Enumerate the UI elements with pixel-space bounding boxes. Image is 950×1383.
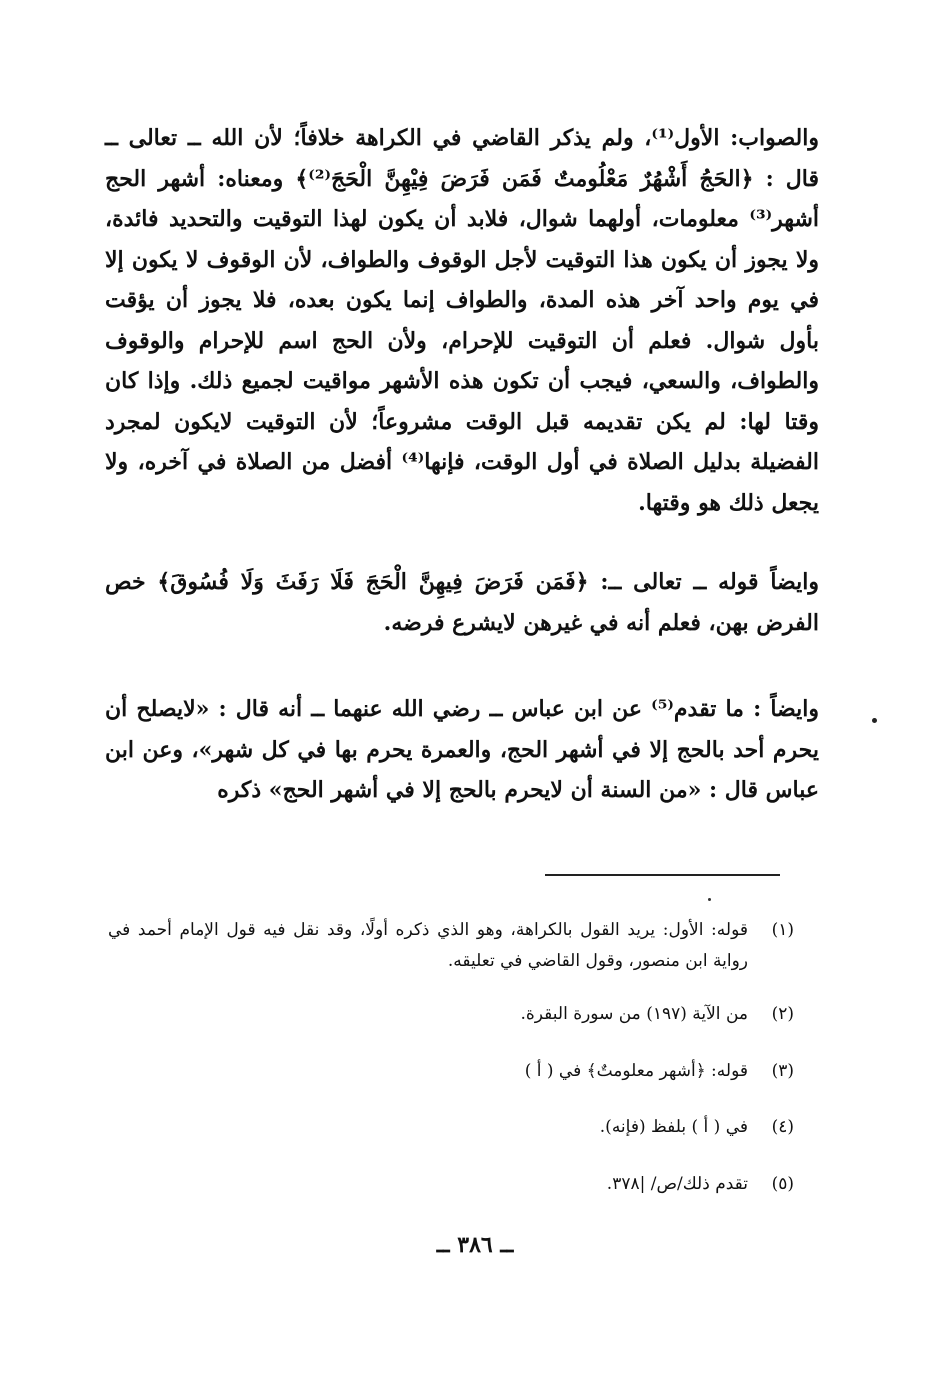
- footnotes-section: [108, 915, 794, 1200]
- main-text-block-3: [105, 689, 819, 811]
- footnote-separator: [545, 874, 780, 876]
- footnote-5: [108, 1169, 794, 1200]
- paragraph-3: وايضاً : ما تقدم⁽⁵⁾ عن ابن عباس ــ رضي الله عنهما ــ أنه قال : «لايصلح أن يحرم أحد بالحج إلا في أشهر الحج، والعمرة يحرم بها في كل شهر»، وعن ابن عباس قال : «من السنة أن لايحرم بالحج إلا في أشهر الحج» ذكره: [105, 696, 819, 803]
- page-number: ــ ٣٨٦ ــ: [436, 1232, 514, 1258]
- separator-dot-mark: [708, 898, 711, 901]
- footnote-text: قوله: ﴿أشهر معلومتٌ﴾ في ( أ ): [524, 1061, 748, 1081]
- paragraph-1: والصواب: الأول⁽¹⁾، ولم يذكر القاضي في الكراهة خلافاً؛ لأن الله ــ تعالى ــ قال : ﴿الحَجُ أَشْهُرٌ مَعْلُومتٌ فَمَن فَرَضَ فِيْهِنَّ الْحَجَ⁽²⁾﴾ ومعناه: أشهر الحج أشهر⁽³⁾ معلومات، أولهما شوال، فلابد أن يكون لهذا التوقيت والتحديد فائدة، ولا يجوز أن يكون هذا التوقيت لأجل الوقوف والطواف، لأن الوقوف لا يكون إلا في يوم واحد آخر هذه المدة، والطواف إنما يكون بعده، فلا يجوز أن يؤقت بأول شوال. فعلم أن التوقيت للإحرام، ولأن الحج اسم للإحرام والوقوف والطواف، والسعي، فيجب أن تكون هذه الأشهر مواقيت لجميع ذلك. وإذا كان وقتا لها: لم يكن تقديمه قبل الوقت مشروعاً؛ لأن التوقيت لايكون لمجرد الفضيلة بدليل الصلاة في أول الوقت، فإنها⁽⁴⁾ أفضل من الصلاة في آخره، ولا يجعل ذلك هو وقتها.: [105, 125, 820, 516]
- footnote-number: (١): [771, 920, 794, 940]
- main-text-block-2: [105, 562, 819, 643]
- footnote-4: [108, 1112, 794, 1143]
- footnote-text: في ( أ ) بلفظ (فإنه).: [599, 1117, 748, 1137]
- footnote-number: (٤): [771, 1117, 794, 1137]
- footnote-text: تقدم ذلك/ص/ |٣٧٨.: [606, 1174, 748, 1194]
- footnote-text: من الآية (١٩٧) من سورة البقرة.: [520, 1004, 748, 1024]
- footnote-number: (٢): [771, 1004, 794, 1024]
- margin-dot-mark: [872, 718, 877, 723]
- footnote-2: [108, 999, 794, 1030]
- main-text-block-1: [105, 118, 819, 523]
- footnote-text: قوله: الأول: يريد القول بالكراهة، وهو الذي ذكره أولًا، وقد نقل فيه قول الإمام أحمد في رواية ابن منصور، وقول القاضي في تعليقه.: [108, 920, 748, 971]
- paragraph-2: وايضاً قوله ــ تعالى ــ: ﴿فَمَن فَرَضَ فِيهِنَّ الْحَجَ فَلَا رَفَثَ وَلَا فُسُوقَ﴾ خص الفرض بهن، فعلم أنه في غيرهن لايشرع فرضه.: [105, 569, 819, 636]
- footnote-number: (٣): [771, 1061, 794, 1081]
- footnote-1: [108, 915, 794, 977]
- footnote-number: (٥): [771, 1174, 794, 1194]
- footnote-3: [108, 1056, 794, 1087]
